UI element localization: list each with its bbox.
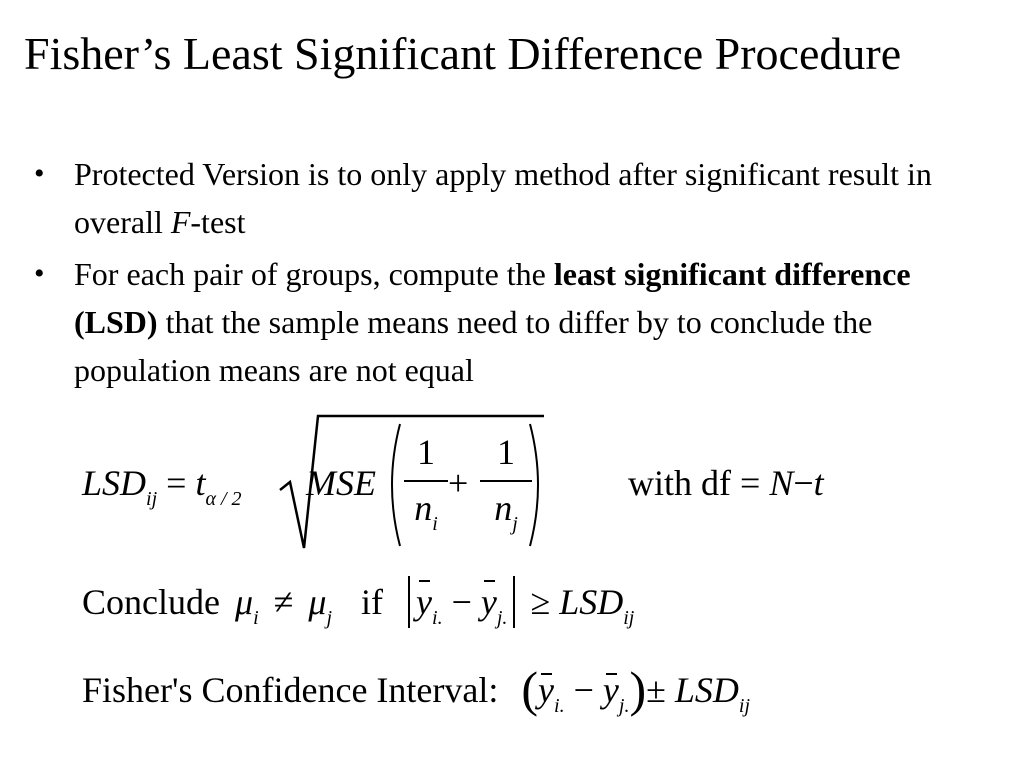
mse-symbol: MSE <box>306 463 376 503</box>
lsd-subscript: ij <box>146 488 158 510</box>
confidence-interval-line <box>82 660 750 718</box>
bullet-list <box>34 150 994 398</box>
equals-sign: = <box>740 463 761 503</box>
equals-sign: = <box>166 463 187 503</box>
conclude-line <box>82 576 634 628</box>
y-bar: y <box>481 576 497 628</box>
y-subscript: i. <box>432 607 443 629</box>
plus-sign: + <box>448 463 469 503</box>
fraction-bar <box>404 480 448 482</box>
lsd-term: least significant difference (LSD) <box>74 256 911 340</box>
numerator: 1 <box>417 432 435 472</box>
right-paren: ) <box>629 661 647 717</box>
y-bar: y <box>538 670 555 710</box>
plus-minus-sign: ± <box>646 670 666 710</box>
lsd-subscript: ij <box>738 695 751 717</box>
minus-sign: − <box>573 670 594 710</box>
bullet-protected-version <box>34 150 994 246</box>
minus-sign: − <box>451 582 472 622</box>
left-paren <box>382 422 402 548</box>
colon: : <box>488 670 499 710</box>
with-df-label: with df <box>628 463 731 503</box>
conclude-word: Conclude <box>82 582 220 622</box>
bullet-text: Protected Version is to only apply method after significant result in overall <box>74 156 932 240</box>
y-subscript: i. <box>554 695 565 717</box>
absolute-difference <box>408 576 515 628</box>
lsd-subscript: ij <box>623 607 635 629</box>
mu-subscript: j <box>326 607 333 629</box>
y-subscript: j. <box>496 607 508 629</box>
degrees-of-freedom <box>628 462 824 504</box>
t-groups: t <box>813 463 824 503</box>
mu-subscript: i <box>253 607 259 629</box>
y-subscript: j. <box>618 695 630 717</box>
slide-title: Fisher’s Least Significant Difference Procedure <box>24 28 902 79</box>
y-bar: y <box>602 670 619 710</box>
bullet-icon: • <box>34 257 45 290</box>
greater-equal-sign: ≥ <box>530 582 551 622</box>
bullet-text-end: that the sample means need to differ by to conclude the population means are not equal <box>74 304 873 388</box>
right-paren <box>528 422 548 548</box>
lsd-symbol: LSD <box>674 670 739 710</box>
n-total: N <box>769 463 794 503</box>
t-subscript: α / 2 <box>205 488 242 510</box>
fraction-1-over-nj <box>476 430 536 535</box>
f-test-letter: F <box>170 204 191 240</box>
lsd-symbol: LSD <box>559 582 624 622</box>
left-paren: ( <box>521 661 539 717</box>
mu-symbol: μ <box>234 582 254 622</box>
ci-label: Fisher's Confidence Interval <box>82 670 489 710</box>
mu-symbol: μ <box>308 582 327 622</box>
minus-sign: − <box>793 463 814 503</box>
if-word: if <box>361 582 384 622</box>
bullet-icon: • <box>34 157 45 190</box>
denominator: $n_j$ <box>494 488 518 535</box>
fraction-bar <box>480 480 532 482</box>
y-bar: y <box>416 576 432 628</box>
t-symbol: t <box>195 463 206 503</box>
bullet-lsd-definition <box>34 250 994 394</box>
lsd-symbol: LSD <box>82 463 147 503</box>
bullet-text: For each pair of groups, compute the <box>74 256 554 292</box>
denominator: $n_i$ <box>414 488 438 535</box>
not-equal-sign: ≠ <box>273 582 294 622</box>
bullet-text-end: -test <box>190 204 246 240</box>
numerator: 1 <box>497 432 515 472</box>
fraction-1-over-ni <box>400 430 452 535</box>
